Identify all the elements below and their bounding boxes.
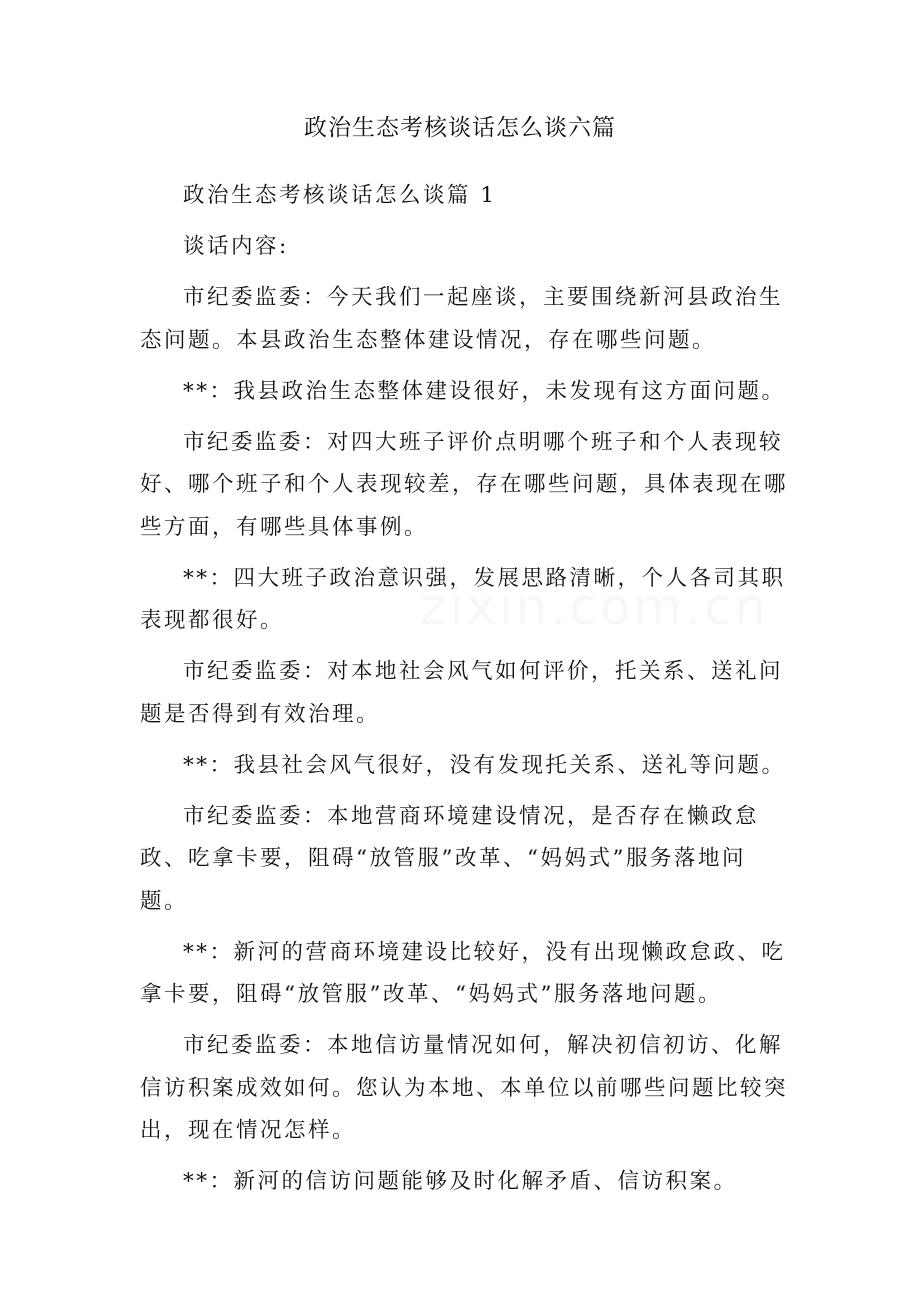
- paragraph: 市纪委监委：本地信访量情况如何，解决初信初访、化解信访积案成效如何。您认为本地、本单位以前哪些问题比较突出，现在情况怎样。: [140, 1033, 789, 1143]
- paragraph: 市纪委监委：今天我们一起座谈，主要围绕新河县政治生态问题。本县政治生态整体建设情况，存在哪些问题。: [140, 285, 784, 353]
- paragraph: 市纪委监委：对四大班子评价点明哪个班子和个人表现较好、哪个班子和个人表现较差，存在哪些问题，具体表现在哪些方面，有哪些具体事例。: [140, 429, 789, 540]
- paragraph: **：新河的信访问题能够及时化解矛盾、信访积案。: [183, 1169, 738, 1194]
- paragraph: 市纪委监委：本地营商环境建设情况，是否存在懒政怠政、吃拿卡要，阻碍“放管服”改革、“妈妈式”服务落地问题。: [140, 803, 760, 914]
- watermark: zixin.com.cn: [420, 578, 770, 636]
- document-body: [140, 175, 790, 1212]
- document-title: 政治生态考核谈话怎么谈六篇: [304, 115, 616, 141]
- paragraph: **：新河的营商环境建设比较好，没有出现懒政怠政、吃拿卡要，阻碍“放管服”改革、“妈妈式”服务落地问题。: [140, 939, 786, 1007]
- paragraph: **：我县社会风气很好，没有发现托关系、送礼等问题。: [183, 752, 786, 778]
- paragraph: **：我县政治生态整体建设很好，未发现有这方面问题。: [183, 378, 786, 404]
- paragraph: 谈话内容:: [183, 234, 289, 259]
- section-heading: 政治生态考核谈话怎么谈篇 1: [183, 183, 497, 208]
- paragraph: **：四大班子政治意识强，发展思路清晰，个人各司其职表现都很好。: [140, 565, 786, 633]
- paragraph: 市纪委监委：对本地社会风气如何评价，托关系、送礼问题是否得到有效治理。: [140, 659, 784, 727]
